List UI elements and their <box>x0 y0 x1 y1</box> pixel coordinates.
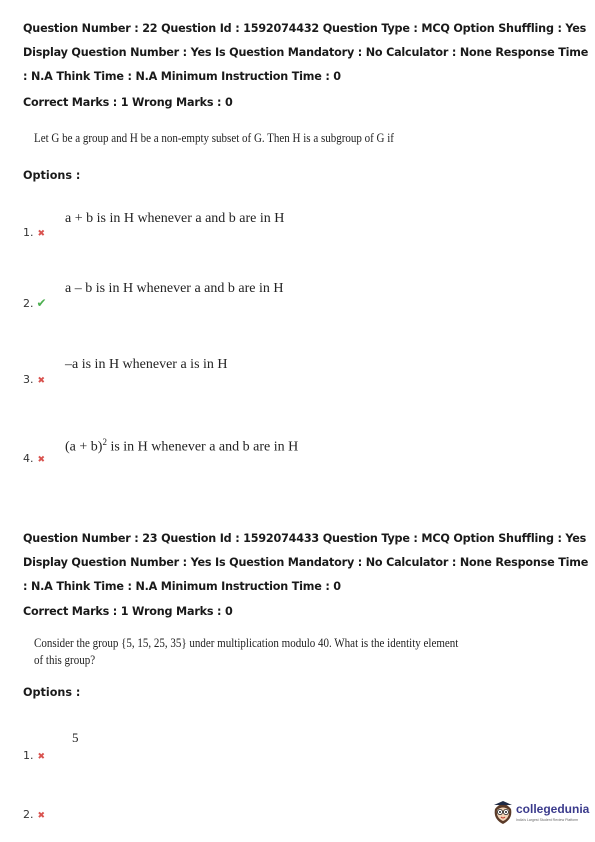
q22-option-4-exponent: 2 <box>102 437 107 447</box>
q22-option-1-number <box>23 226 45 239</box>
q22-option-4-text-suffix: is in H whenever a and b are in H <box>106 439 299 455</box>
q23-question-line-1: Consider the group {5, 15, 25, 35} under multiplication modulo 40. What is the identity element <box>34 636 459 650</box>
q22-meta-line-2: Display Question Number : Yes Is Question Mandatory : No Calculator : None Response Time <box>23 46 589 59</box>
q23-meta-line-3: : N.A Think Time : N.A Minimum Instruction Time : 0 <box>23 580 341 593</box>
cross-icon: ✖ <box>37 376 46 386</box>
q23-marks: Correct Marks : 1 Wrong Marks : 0 <box>23 605 233 618</box>
q23-meta-line-2: Display Question Number : Yes Is Question Mandatory : No Calculator : None Response Time <box>23 556 589 569</box>
q22-meta-line-1: Question Number : 22 Question Id : 1592074432 Question Type : MCQ Option Shuffling : Yes <box>23 22 587 35</box>
cross-icon: ✖ <box>37 455 46 465</box>
owl-mascot-icon <box>492 799 514 825</box>
q22-option-4-number <box>23 452 45 465</box>
q23-option-1-num: 1. <box>23 749 34 762</box>
q23-option-1-text: 5 <box>72 730 79 745</box>
q23-option-2-num: 2. <box>23 808 34 821</box>
q23-meta-line-1: Question Number : 23 Question Id : 1592074433 Question Type : MCQ Option Shuffling : Yes <box>23 532 587 545</box>
cross-icon: ✖ <box>37 229 46 239</box>
q22-marks: Correct Marks : 1 Wrong Marks : 0 <box>23 96 233 109</box>
q22-question-text: Let G be a group and H be a non-empty subset of G. Then H is a subgroup of G if <box>34 131 394 145</box>
cross-icon: ✖ <box>37 752 46 762</box>
q22-option-2-num: 2. <box>23 297 34 310</box>
q22-option-4-text <box>65 437 298 456</box>
logo-name: collegedunia <box>516 802 590 816</box>
q22-option-3-text: –a is in H whenever a is in H <box>65 357 228 372</box>
q23-option-1-number <box>23 749 45 762</box>
collegedunia-logo <box>492 797 592 837</box>
q22-option-4-num: 4. <box>23 452 34 465</box>
q22-option-3-number <box>23 373 45 386</box>
q23-option-2-number <box>23 808 45 821</box>
q22-option-1-text: a + b is in H whenever a and b are in H <box>65 211 285 226</box>
q22-option-2-text: a – b is in H whenever a and b are in H <box>65 281 284 296</box>
logo-tagline: India's Largest Student Review Platform <box>516 818 579 822</box>
check-icon: ✔ <box>36 296 47 310</box>
q23-options-label: Options : <box>23 686 81 699</box>
q22-options-label: Options : <box>23 169 81 182</box>
q22-option-1-num: 1. <box>23 226 34 239</box>
q22-option-3-num: 3. <box>23 373 34 386</box>
q22-option-4-text-prefix: (a + b) <box>65 439 103 455</box>
q22-meta-line-3: : N.A Think Time : N.A Minimum Instruction Time : 0 <box>23 70 341 83</box>
cross-icon: ✖ <box>37 811 46 821</box>
q23-question-line-2: of this group? <box>34 653 96 667</box>
q22-option-2-number <box>23 296 47 310</box>
